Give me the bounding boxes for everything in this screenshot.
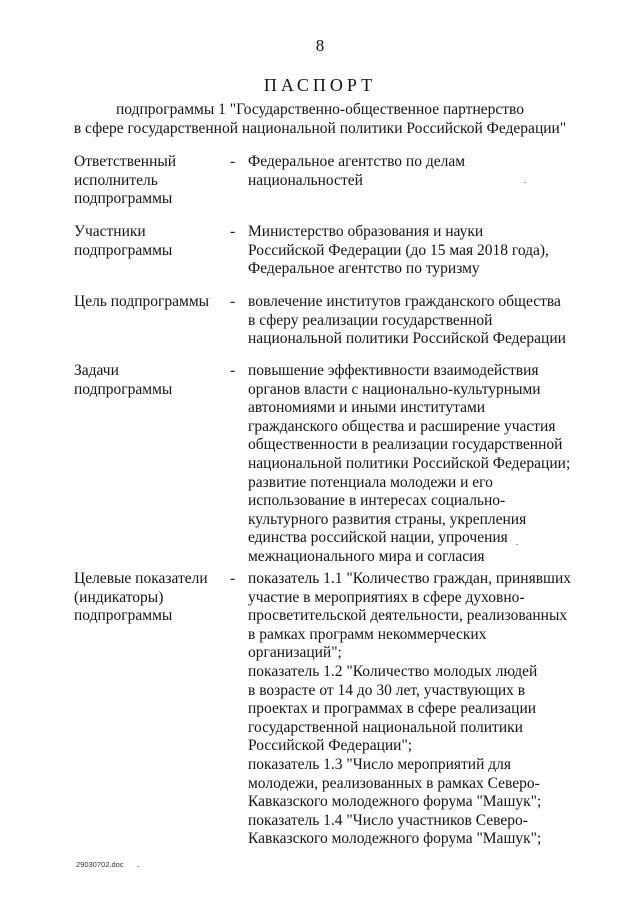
row-value	[248, 570, 578, 849]
row-value-line: культурного развития страны, укрепления	[248, 510, 527, 528]
row-dash: -	[230, 362, 236, 379]
row-label-line: подпрограммы	[74, 607, 173, 625]
row-label-line: (индикаторы)	[74, 588, 164, 606]
row-value-line: в возрасте от 14 до 30 лет, участвующих в	[248, 681, 526, 699]
row-dash: -	[230, 293, 236, 310]
row-dash: -	[230, 153, 236, 170]
row-value-line: Кавказского молодежного форума "Машук";	[248, 830, 542, 848]
row-label-line: Задачи	[74, 362, 119, 379]
row-value-line: повышение эффективности взаимодействия	[248, 362, 539, 379]
row-label	[74, 362, 224, 399]
row-value	[248, 293, 578, 349]
scan-speck	[516, 544, 518, 545]
row-label-line: Ответственный	[74, 153, 177, 170]
row-value-line: показатель 1.3 "Число мероприятий для	[248, 755, 511, 773]
row-value-line: Федеральное агентство по делам	[248, 153, 466, 170]
row-value-line: национальной политики Российской Федерации;	[248, 454, 571, 472]
row-value	[248, 153, 578, 190]
row-label	[74, 570, 224, 626]
row-value-line: развитие потенциала молодежи и его	[248, 473, 493, 491]
row-label	[74, 223, 224, 260]
row-label-line: исполнитель	[74, 171, 158, 189]
scan-speck	[524, 182, 526, 183]
row-value-line: Российской Федерации (до 15 мая 2018 года),	[248, 241, 549, 259]
row-value-line: участие в мероприятиях в сфере духовно-	[248, 588, 525, 606]
page-number: 8	[315, 36, 325, 55]
subtitle-line: в сфере государственной национальной политики Российской Федерации"	[73, 120, 567, 137]
row-value-line: государственной национальной политики	[248, 718, 523, 736]
row-label	[74, 153, 224, 209]
row-label-line: подпрограммы	[74, 241, 173, 259]
row-value-line: автономиями и иными институтами	[248, 399, 486, 417]
row-label-line: Целевые показатели	[74, 570, 208, 587]
subtitle-line: подпрограммы 1 "Государственно-общественное партнерство	[115, 101, 524, 118]
row-value-line: национальностей	[248, 171, 363, 189]
row-label-line: подпрограммы	[74, 190, 173, 208]
row-label	[74, 293, 224, 312]
row-label-line: Цель подпрограммы	[74, 293, 210, 310]
row-value-line: использование в интересах социально-	[248, 492, 506, 510]
row-value-line: в сферу реализации государственной	[248, 311, 493, 329]
row-value-line: общественности в реализации государственной	[248, 436, 563, 454]
row-value	[248, 223, 578, 279]
row-value-line: гражданского общества и расширение участия	[248, 417, 556, 435]
row-value	[248, 362, 578, 567]
row-value-line: национальной политики Российской Федерации	[248, 330, 566, 348]
row-value-line: показатель 1.1 "Количество граждан, принявших	[248, 570, 571, 587]
row-value-line: организаций";	[248, 644, 342, 662]
row-value-line: молодежи, реализованных в рамках Северо-	[248, 774, 540, 792]
row-value-line: Российской Федерации";	[248, 737, 413, 755]
document-subtitle	[0, 100, 640, 138]
scan-speck	[137, 866, 139, 867]
row-value-line: межнационального мира и согласия	[248, 547, 485, 565]
row-value-line: органов власти с национально-культурными	[248, 380, 541, 398]
row-value-line: проектах и программах в сфере реализации	[248, 700, 537, 718]
row-value-line: Кавказского молодежного форума "Машук";	[248, 793, 542, 811]
row-label-line: Участники	[74, 223, 146, 240]
row-label-line: подпрограммы	[74, 380, 173, 398]
row-value-line: вовлечение институтов гражданского общества	[248, 293, 561, 310]
document-title: ПАСПОРТ	[263, 75, 377, 95]
row-value-line: в рамках программ некоммерческих	[248, 625, 487, 643]
row-value-line: Федеральное агентство по туризму	[248, 260, 480, 278]
row-value-line: единства российской нации, упрочения	[248, 529, 508, 547]
footer-file-code: 29030702.doc	[76, 860, 124, 869]
row-dash: -	[230, 223, 236, 240]
row-value-line: показатель 1.2 "Количество молодых людей	[248, 662, 538, 680]
row-dash: -	[230, 570, 236, 587]
row-value-line: показатель 1.4 "Число участников Северо-	[248, 811, 528, 829]
row-value-line: просветительской деятельности, реализованных	[248, 607, 568, 625]
row-value-line: Министерство образования и науки	[248, 223, 484, 240]
